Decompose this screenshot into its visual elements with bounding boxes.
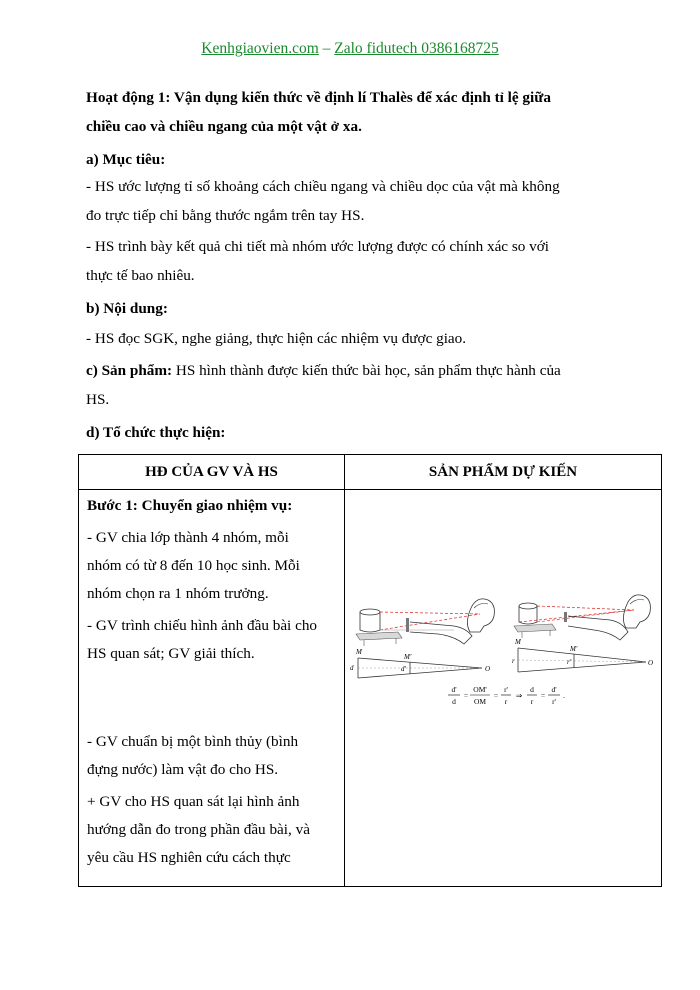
label-O-right: O <box>648 659 654 667</box>
content-heading: b) Nội dung: <box>86 300 168 317</box>
left-scene <box>350 599 494 678</box>
objective-item2-line2: thực tế bao nhiêu. <box>86 267 195 284</box>
label-rprime: r' <box>567 658 572 666</box>
teacher-student-cell <box>79 490 345 887</box>
col-header-teacher-student: HĐ CỦA GV VÀ HS <box>79 455 345 490</box>
col-header-expected-product: SẢN PHẨM DỰ KIẾN <box>345 455 662 490</box>
objective-item1-line2: đo trực tiếp chỉ bằng thước ngắm trên tay HS. <box>86 207 365 224</box>
step1-heading: Bước 1: Chuyển giao nhiệm vụ: <box>87 497 293 514</box>
thales-formula <box>448 685 565 706</box>
frac1-num: d' <box>451 685 457 694</box>
label-O-left: O <box>485 665 491 673</box>
label-Mprime-right: M' <box>570 645 578 653</box>
product-line1 <box>86 357 616 385</box>
frac5-num: d' <box>551 685 557 694</box>
label-d: d <box>350 664 354 672</box>
product-line2: HS. <box>86 391 110 408</box>
site-link[interactable]: Kenhgiaovien.com <box>201 40 319 57</box>
header-separator: – <box>318 40 335 57</box>
label-M-left: M <box>356 648 362 656</box>
task-line: - GV chia lớp thành 4 nhóm, mỗi <box>87 529 289 546</box>
task-line: nhóm chọn ra 1 nhóm trưởng. <box>87 585 269 602</box>
eq1: = <box>463 691 469 700</box>
organize-heading: d) Tổ chức thực hiện: <box>86 424 226 441</box>
frac4-num: d <box>530 685 534 694</box>
product-text: HS hình thành được kiến thức bài học, sản phẩm thực hành của <box>172 362 561 379</box>
activity-title-line2: chiều cao và chiều ngang của một vật ở xa. <box>86 118 362 135</box>
objective-heading: a) Mục tiêu: <box>86 151 166 168</box>
frac3-num: r' <box>504 685 508 694</box>
label-M-right: M <box>515 638 521 646</box>
table-header-row <box>79 455 662 490</box>
eq3: = <box>540 691 546 700</box>
frac1-den: d <box>452 697 456 706</box>
activity-title-line1: Hoạt động 1: Vận dụng kiến thức về định lí Thalès để xác định tỉ lệ giữa <box>86 89 551 106</box>
implies: ⇒ <box>515 691 523 700</box>
objective-item2-line1: - HS trình bày kết quả chi tiết mà nhóm ước lượng được có chính xác so với <box>86 238 549 255</box>
task-line: HS quan sát; GV giải thích. <box>87 645 255 662</box>
product-label: c) Sản phẩm: <box>86 362 173 379</box>
task-line: nhóm có từ 8 đến 10 học sinh. Mỗi <box>87 557 300 574</box>
frac4-den: r <box>530 697 534 706</box>
task-line: - GV trình chiếu hình ảnh đầu bài cho <box>87 617 318 634</box>
formula-end: . <box>563 691 565 700</box>
frac2-den: OM <box>473 697 487 706</box>
right-scene <box>512 595 653 672</box>
task-line: yêu cầu HS nghiên cứu cách thực <box>87 849 291 866</box>
page-header <box>0 40 700 58</box>
task-line: - GV chuẩn bị một bình thủy (bình <box>87 733 299 750</box>
frac3-den: r <box>504 697 508 706</box>
label-r: r <box>512 657 515 665</box>
task-line: + GV cho HS quan sát lại hình ảnh <box>87 793 300 810</box>
label-dprime: d' <box>401 665 406 673</box>
label-Mprime-left: M' <box>404 653 412 661</box>
zalo-link[interactable]: Zalo fidutech 0386168725 <box>334 40 499 57</box>
thales-illustration <box>350 592 654 710</box>
eq2: = <box>493 691 499 700</box>
frac2-num: OM' <box>473 685 487 694</box>
objective-item1-line1: - HS ước lượng tỉ số khoảng cách chiều ngang và chiều dọc của vật mà không <box>86 178 560 195</box>
frac5-den: r' <box>552 697 556 706</box>
content-item1: - HS đọc SGK, nghe giảng, thực hiện các nhiệm vụ được giao. <box>86 330 467 347</box>
task-line: đựng nước) làm vật đo cho HS. <box>87 761 279 778</box>
task-line: hướng dẫn đo trong phần đầu bài, và <box>87 821 310 838</box>
